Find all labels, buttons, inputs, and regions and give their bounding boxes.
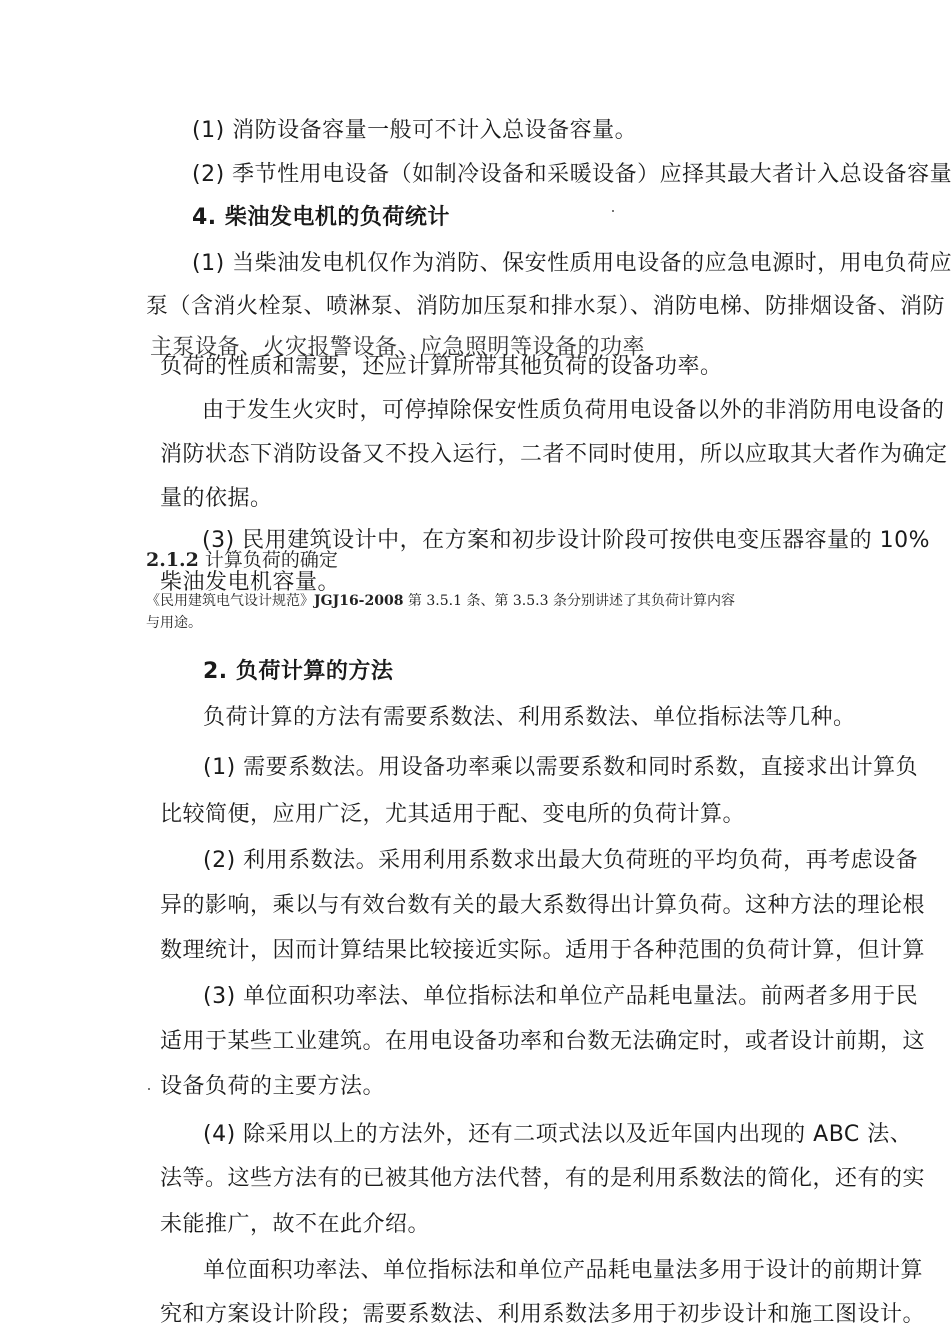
heading-text: 计算负荷的确定: [198, 549, 338, 571]
text-line: 异的影响，乘以与有效台数有关的最大系数得出计算负荷。这种方法的理论根: [160, 893, 926, 918]
reference-code: JGJ16-2008: [314, 593, 404, 609]
section-heading-2-1-2: [146, 548, 338, 572]
text-line: 柴油发电机容量。: [160, 570, 341, 595]
text-line: (1) 消防设备容量一般可不计入总设备容量。: [192, 118, 638, 143]
text-line: 比较简便，应用广泛，尤其适用于配、变电所的负荷计算。: [160, 802, 746, 827]
text-line: (3) 单位面积功率法、单位指标法和单位产品耗电量法。前两者多用于民: [203, 984, 919, 1009]
reference-text-tail: 与用途。: [146, 615, 202, 631]
reference-text: 第 3.5.1 条、第 3.5.3 条分别讲述了其负荷计算内容: [403, 593, 735, 609]
scan-speck: [148, 1088, 150, 1090]
reference-paragraph: [146, 590, 836, 634]
text-line: 适用于某些工业建筑。在用电设备功率和台数无法确定时，或者设计前期，这: [160, 1029, 926, 1054]
text-line: 量的依据。: [160, 486, 273, 511]
text-line: 负荷的性质和需要，还应计算所带其他负荷的设备功率。: [160, 354, 723, 379]
text-line: 单位面积功率法、单位指标法和单位产品耗电量法多用于设计的前期计算: [203, 1258, 924, 1283]
section-heading: 4. 柴油发电机的负荷统计: [192, 205, 450, 230]
text-line: (3) 民用建筑设计中，在方案和初步设计阶段可按供电变压器容量的 10%: [202, 528, 931, 553]
text-line: 法等。这些方法有的已被其他方法代替，有的是利用系数法的简化，还有的实: [160, 1166, 926, 1191]
text-line: 泵（含消火栓泵、喷淋泵、消防加压泵和排水泵）、消防电梯、防排烟设备、消防: [146, 294, 946, 319]
text-line: 由于发生火灾时，可停掉除保安性质负荷用电设备以外的非消防用电设备的: [202, 398, 945, 423]
text-line: 究和方案设计阶段；需要系数法、利用系数法多用于初步设计和施工图设计。: [160, 1302, 926, 1327]
text-line: 设备负荷的主要方法。: [160, 1074, 386, 1099]
reference-book-title: 《民用建筑电气设计规范》: [146, 593, 314, 609]
scan-speck: [612, 210, 614, 212]
text-line: 未能推广，故不在此介绍。: [160, 1212, 431, 1237]
text-line: (2) 季节性用电设备（如制冷设备和采暖设备）应择其最大者计入总设备容量: [192, 162, 952, 187]
text-line: (4) 除采用以上的方法外，还有二项式法以及近年国内出现的 ABC 法、: [203, 1122, 913, 1147]
text-line: 负荷计算的方法有需要系数法、利用系数法、单位指标法等几种。: [203, 705, 856, 730]
clipped-text-line: 主泵设备、火灾报警设备、应急照明等设备的功率: [150, 335, 646, 360]
text-line: 消防状态下消防设备又不投入运行，二者不同时使用，所以应取其大者作为确定: [160, 442, 948, 467]
text-line: (2) 利用系数法。采用利用系数求出最大负荷班的平均负荷，再考虑设备: [203, 848, 919, 873]
heading-number: 2.1.2: [146, 549, 199, 571]
text-line: (1) 需要系数法。用设备功率乘以需要系数和同时系数，直接求出计算负: [203, 755, 919, 780]
text-line: (1) 当柴油发电机仅作为消防、保安性质用电设备的应急电源时，用电负荷应: [192, 251, 952, 276]
section-heading: 2. 负荷计算的方法: [203, 659, 394, 684]
text-line: 数理统计，因而计算结果比较接近实际。适用于各种范围的负荷计算，但计算: [160, 938, 926, 963]
